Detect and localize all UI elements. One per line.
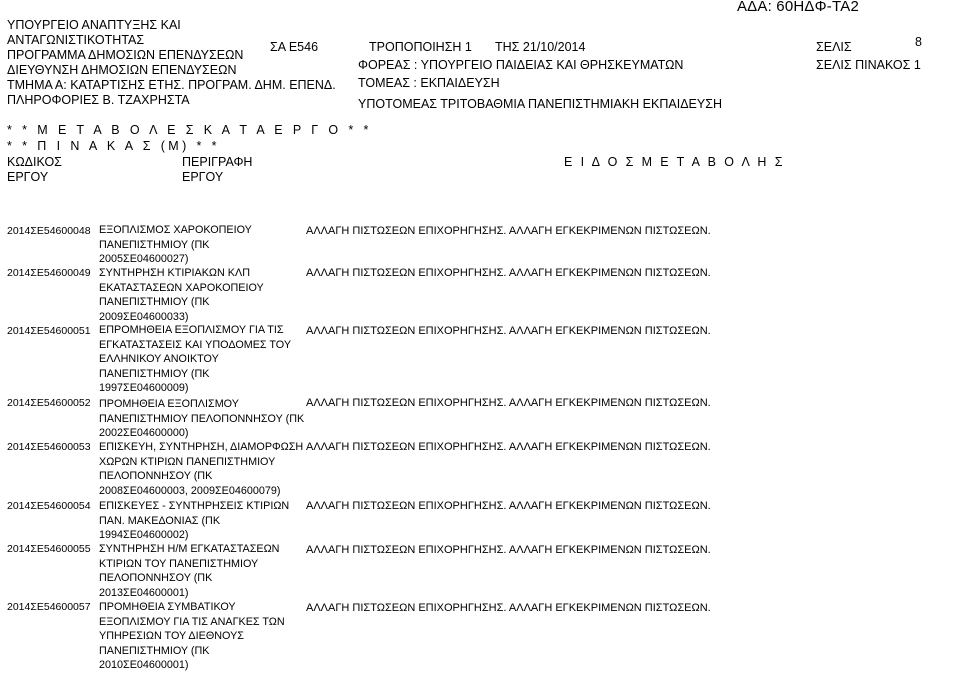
header-line: ΠΡΟΓΡΑΜΜΑ ΔΗΜΟΣΙΩΝ ΕΠΕΝΔΥΣΕΩΝ	[7, 48, 244, 62]
ministry-header	[7, 18, 336, 108]
row-description: ΠΡΟΜΗΘΕΙΑ ΕΞΟΠΛΙΣΜΟΥ ΠΑΝΕΠΙΣΤΗΜΙΟΥ ΠΕΛΟΠΟΝΝΗΣΟΥ (ΠΚ 2002ΣΕ04600000)	[99, 398, 305, 440]
row-code: 2014ΣΕ54600057	[7, 601, 91, 613]
header-line: ΔΙΕΥΘΥΝΣΗ ΔΗΜΟΣΙΩΝ ΕΠΕΝΔΥΣΕΩΝ	[7, 63, 237, 77]
row-description: ΕΞΟΠΛΙΣΜΟΣ ΧΑΡΟΚΟΠΕΙΟΥ ΠΑΝΕΠΙΣΤΗΜΙΟΥ (ΠΚ 2005ΣΕ04600027)	[99, 224, 252, 266]
row-code: 2014ΣΕ54600048	[7, 225, 91, 237]
modification-date: ΤΗΣ 21/10/2014	[495, 40, 586, 54]
row-description: ΕΠΙΣΚΕΥΕΣ - ΣΥΝΤΗΡΗΣΕΙΣ ΚΤΙΡΙΩΝ ΠΑΝ. ΜΑΚΕΔΟΝΙΑΣ (ΠΚ 1994ΣΕ04600002)	[99, 500, 290, 542]
ada-number: ΑΔΑ: 60ΗΔΦ-ΤΑ2	[736, 0, 859, 15]
header-line: ΑΝΤΑΓΩΝΙΣΤΙΚΟΤΗΤΑΣ	[7, 33, 145, 47]
row-description: ΕΠΡΟΜΗΘΕΙΑ ΕΞΟΠΛΙΣΜΟΥ ΓΙΑ ΤΙΣ ΕΓΚΑΤΑΣΤΑΣΕΙΣ ΚΑΙ ΥΠΟΔΟΜΕΣ ΤΟΥ ΕΛΛΗΝΙΚΟΥ ΑΝΟΙΚΤΟΥ ΠΑΝΕΠΙΣΤΗΜΙΟΥ (ΠΚ 1997ΣΕ04600009)	[99, 324, 292, 395]
modification-label: ΤΡΟΠΟΠΟΙΗΣΗ 1	[369, 40, 472, 54]
row-change: ΑΛΛΑΓΗ ΠΙΣΤΩΣΕΩΝ ΕΠΙΧΟΡΗΓΗΣΗΣ. ΑΛΛΑΓΗ ΕΓΚΕΚΡΙΜΕΝΩΝ ΠΙΣΤΩΣΕΩΝ.	[306, 325, 711, 337]
header-line: ΥΠΟΥΡΓΕΙΟ ΑΝΑΠΤΥΞΗΣ ΚΑΙ	[7, 18, 181, 32]
row-code: 2014ΣΕ54600051	[7, 325, 91, 337]
row-change: ΑΛΛΑΓΗ ΠΙΣΤΩΣΕΩΝ ΕΠΙΧΟΡΗΓΗΣΗΣ. ΑΛΛΑΓΗ ΕΓΚΕΚΡΙΜΕΝΩΝ ΠΙΣΤΩΣΕΩΝ.	[306, 267, 711, 279]
section-title: * * Μ Ε Τ Α Β Ο Λ Ε Σ Κ Α Τ Α Ε Ρ Γ Ο * *	[7, 123, 372, 137]
row-code: 2014ΣΕ54600055	[7, 543, 91, 555]
row-description: ΕΠΙΣΚΕΥΗ, ΣΥΝΤΗΡΗΣΗ, ΔΙΑΜΟΡΦΩΣΗ ΧΩΡΩΝ ΚΤΙΡΙΩΝ ΠΑΝΕΠΙΣΤΗΜΙΟΥ ΠΕΛΟΠΟΝΝΗΣΟΥ (ΠΚ 2008ΣΕ04600003, 2009ΣΕ04600079)	[99, 441, 304, 497]
header-line: ΠΛΗΡΟΦΟΡΙΕΣ Β. ΤΖΑΧΡΗΣΤΑ	[7, 93, 190, 107]
col-header-desc-2: ΕΡΓΟΥ	[182, 170, 224, 184]
ypotomeas-label: ΥΠΟΤΟΜΕΑΣ ΤΡΙΤΟΒΑΘΜΙΑ ΠΑΝΕΠΙΣΤΗΜΙΑΚΗ ΕΚΠΑΙΔΕΥΣΗ	[358, 97, 722, 111]
page-number: 8	[915, 35, 922, 49]
foreas-label: ΦΟΡΕΑΣ : ΥΠΟΥΡΓΕΙΟ ΠΑΙΔΕΙΑΣ ΚΑΙ ΘΡΗΣΚΕΥΜΑΤΩΝ	[358, 58, 684, 72]
row-change: ΑΛΛΑΓΗ ΠΙΣΤΩΣΕΩΝ ΕΠΙΧΟΡΗΓΗΣΗΣ. ΑΛΛΑΓΗ ΕΓΚΕΚΡΙΜΕΝΩΝ ΠΙΣΤΩΣΕΩΝ.	[306, 441, 711, 453]
table-title: * * Π Ι Ν Α Κ Α Σ (Μ) * *	[7, 139, 220, 153]
row-description: ΣΥΝΤΗΡΗΣΗ ΚΤΙΡΙΑΚΩΝ ΚΛΠ ΕΚΑΤΑΣΤΑΣΕΩΝ ΧΑΡΟΚΟΠΕΙΟΥ ΠΑΝΕΠΙΣΤΗΜΙΟΥ (ΠΚ 2009ΣΕ04600033)	[99, 267, 264, 323]
sa-code: ΣΑ Ε546	[270, 40, 319, 54]
row-change: ΑΛΛΑΓΗ ΠΙΣΤΩΣΕΩΝ ΕΠΙΧΟΡΗΓΗΣΗΣ. ΑΛΛΑΓΗ ΕΓΚΕΚΡΙΜΕΝΩΝ ΠΙΣΤΩΣΕΩΝ.	[306, 225, 711, 237]
table-page-label: ΣΕΛΙΣ ΠΙΝΑΚΟΣ 1	[816, 58, 921, 72]
row-change: ΑΛΛΑΓΗ ΠΙΣΤΩΣΕΩΝ ΕΠΙΧΟΡΗΓΗΣΗΣ. ΑΛΛΑΓΗ ΕΓΚΕΚΡΙΜΕΝΩΝ ΠΙΣΤΩΣΕΩΝ.	[306, 500, 711, 512]
col-header-desc: ΠΕΡΙΓΡΑΦΗ	[182, 155, 253, 169]
header-line: ΤΜΗΜΑ Α: ΚΑΤΑΡΤΙΣΗΣ ΕΤΗΣ. ΠΡΟΓΡΑΜ. ΔΗΜ. ΕΠΕΝΔ.	[7, 78, 336, 92]
row-description: ΣΥΝΤΗΡΗΣΗ Η/Μ ΕΓΚΑΤΑΣΤΑΣΕΩΝ ΚΤΙΡΙΩΝ ΤΟΥ ΠΑΝΕΠΙΣΤΗΜΙΟΥ ΠΕΛΟΠΟΝΝΗΣΟΥ (ΠΚ 2013ΣΕ04600001)	[99, 543, 280, 599]
col-header-change: Ε Ι Δ Ο Σ Μ Ε Τ Α Β Ο Λ Η Σ	[564, 155, 785, 169]
row-code: 2014ΣΕ54600049	[7, 267, 91, 279]
row-description: ΠΡΟΜΗΘΕΙΑ ΣΥΜΒΑΤΙΚΟΥ ΕΞΟΠΛΙΣΜΟΥ ΓΙΑ ΤΙΣ ΑΝΑΓΚΕΣ ΤΩΝ ΥΠΗΡΕΣΙΩΝ ΤΟΥ ΔΙΕΘΝΟΥΣ ΠΑΝΕΠΙΣΤΗΜΙΟΥ (ΠΚ 2010ΣΕ04600001)	[99, 601, 285, 672]
row-change: ΑΛΛΑΓΗ ΠΙΣΤΩΣΕΩΝ ΕΠΙΧΟΡΗΓΗΣΗΣ. ΑΛΛΑΓΗ ΕΓΚΕΚΡΙΜΕΝΩΝ ΠΙΣΤΩΣΕΩΝ.	[306, 544, 711, 556]
tomeas-label: ΤΟΜΕΑΣ : ΕΚΠΑΙΔΕΥΣΗ	[358, 76, 500, 90]
row-change: ΑΛΛΑΓΗ ΠΙΣΤΩΣΕΩΝ ΕΠΙΧΟΡΗΓΗΣΗΣ. ΑΛΛΑΓΗ ΕΓΚΕΚΡΙΜΕΝΩΝ ΠΙΣΤΩΣΕΩΝ.	[306, 602, 711, 614]
col-header-code: ΚΩΔΙΚΟΣ	[7, 155, 62, 169]
row-code: 2014ΣΕ54600053	[7, 441, 91, 453]
row-code: 2014ΣΕ54600052	[7, 397, 91, 409]
page-label: ΣΕΛΙΣ	[816, 40, 852, 54]
row-change: ΑΛΛΑΓΗ ΠΙΣΤΩΣΕΩΝ ΕΠΙΧΟΡΗΓΗΣΗΣ. ΑΛΛΑΓΗ ΕΓΚΕΚΡΙΜΕΝΩΝ ΠΙΣΤΩΣΕΩΝ.	[306, 397, 711, 409]
col-header-code-2: ΕΡΓΟΥ	[7, 170, 49, 184]
row-code: 2014ΣΕ54600054	[7, 500, 91, 512]
